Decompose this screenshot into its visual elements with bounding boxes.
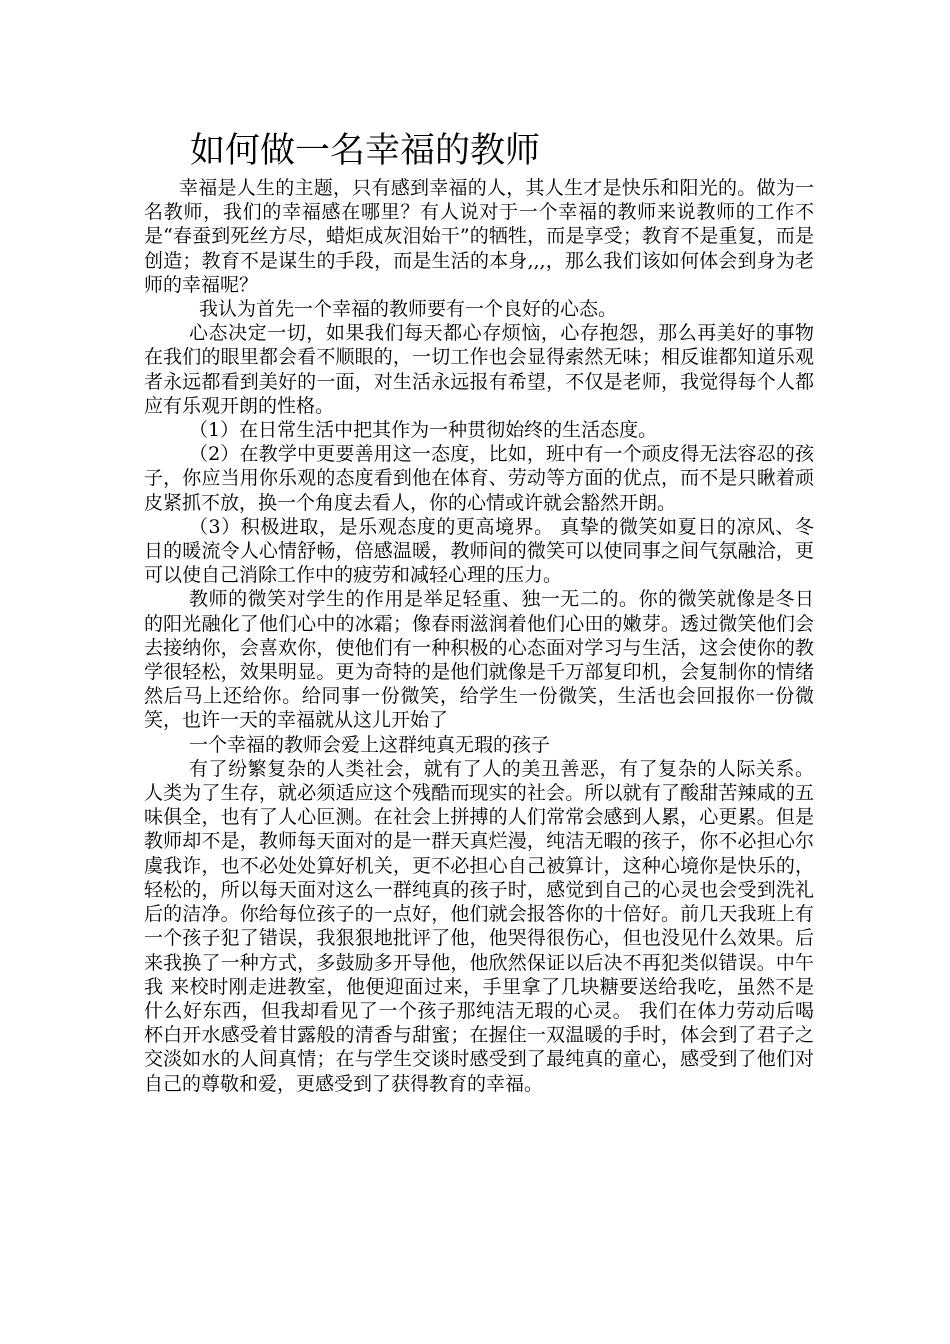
- paragraph-attitude-decides: 心态决定一切，如果我们每天都心存烦恼，心存抱怨，那么再美好的事物在我们的眼里都会看不顺眼的，一切工作也会显得索然无味；相反谁都知道乐观者永远都看到美好的一面，对生活永远报有希望，不仅是老师，我觉得每个人都应有乐观开朗的性格。: [144, 322, 814, 417]
- document-title: 如何做一名幸福的教师: [190, 131, 541, 171]
- paragraph-attitude-thesis: 我认为首先一个幸福的教师要有一个良好的心态。: [199, 298, 618, 321]
- document-body: [144, 176, 814, 1096]
- paragraph-point-3: （3）积极进取，是乐观态度的更高境界。 真挚的微笑如夏日的凉风、冬日的暖流令人心情舒畅，倍感温暖，教师间的微笑可以使同事之间气氛融洽，更可以使自己消除工作中的疲劳和减轻心理的压力。: [144, 515, 814, 587]
- paragraph-love-children-heading: 一个幸福的教师会爱上这群纯真无瑕的孩子: [189, 733, 551, 756]
- paragraph-love-children: 有了纷繁复杂的人类社会，就有了人的美丑善恶，有了复杂的人际关系。人类为了生存，就必须适应这个残酷而现实的社会。所以就有了酸甜苦辣咸的五味俱全，也有了人心叵测。在社会上拼搏的人们常常会感到人累，心更累。但是教师却不是，教师每天面对的是一群天真烂漫，纯洁无暇的孩子，你不必担心尔虞我诈，也不必处处算好机关，更不必担心自己被算计，这种心境你是快乐的，轻松的，所以每天面对这么一群纯真的孩子时，感觉到自己的心灵也会受到洗礼后的洁净。你给每位孩子的一点好，他们就会报答你的十倍好。前几天我班上有一个孩子犯了错误，我狠狠地批评了他，他哭得很伤心，但也没见什么效果。后来我换了一种方式，多鼓励多开导他，他欣然保证以后决不再犯类似错误。中午我 来校时刚走进教室，他便迎面过来，手里拿了几块糖要送给我吃，虽然不是什么好东西，但我却看见了一个孩子那纯洁无瑕的心灵。 我们在体力劳动后喝杯白开水感受着甘露般的清香与甜蜜；在握住一双温暖的手时，体会到了君子之交淡如水的人间真情；在与学生交谈时感受到了最纯真的童心，感受到了他们对自己的尊敬和爱，更感受到了获得教育的幸福。: [144, 757, 814, 1095]
- paragraph-teacher-smile: 教师的微笑对学生的作用是举足轻重、独一无二的。你的微笑就像是冬日的阳光融化了他们心中的冰霜；像春雨滋润着他们心田的嫩芽。透过微笑他们会去接纳你，会喜欢你，使他们有一种积极的心态面对学习与生活，这会使你的教学很轻松，效果明显。更为奇特的是他们就像是千万部复印机，会复制你的情绪然后马上还给你。给同事一份微笑，给学生一份微笑，生活也会回报你一份微笑，也许一天的幸福就从这儿开始了: [144, 588, 814, 732]
- paragraph-point-1: （1）在日常生活中把其作为一种贯彻始终的生活态度。: [189, 419, 658, 442]
- paragraph-point-2: （2）在教学中更要善用这一态度，比如，班中有一个顽皮得无法容忍的孩子，你应当用你乐观的态度看到他在体育、劳动等方面的优点，而不是只瞅着顽皮紧抓不放，换一个角度去看人，你的心情或许就会豁然开朗。: [144, 443, 814, 514]
- paragraph-intro: 幸福是人生的主题，只有感到幸福的人，其人生才是快乐和阳光的。做为一名教师，我们的幸福感在哪里？有人说对于一个幸福的教师来说教师的工作不是“春蚕到死丝方尽，蜡炬成灰泪始干”的牺牲，而是享受；教育不是重复，而是创造；教育不是谋生的手段，而是生活的本身,,,，那么我们该如何体会到身为老师的幸福呢？: [144, 177, 814, 296]
